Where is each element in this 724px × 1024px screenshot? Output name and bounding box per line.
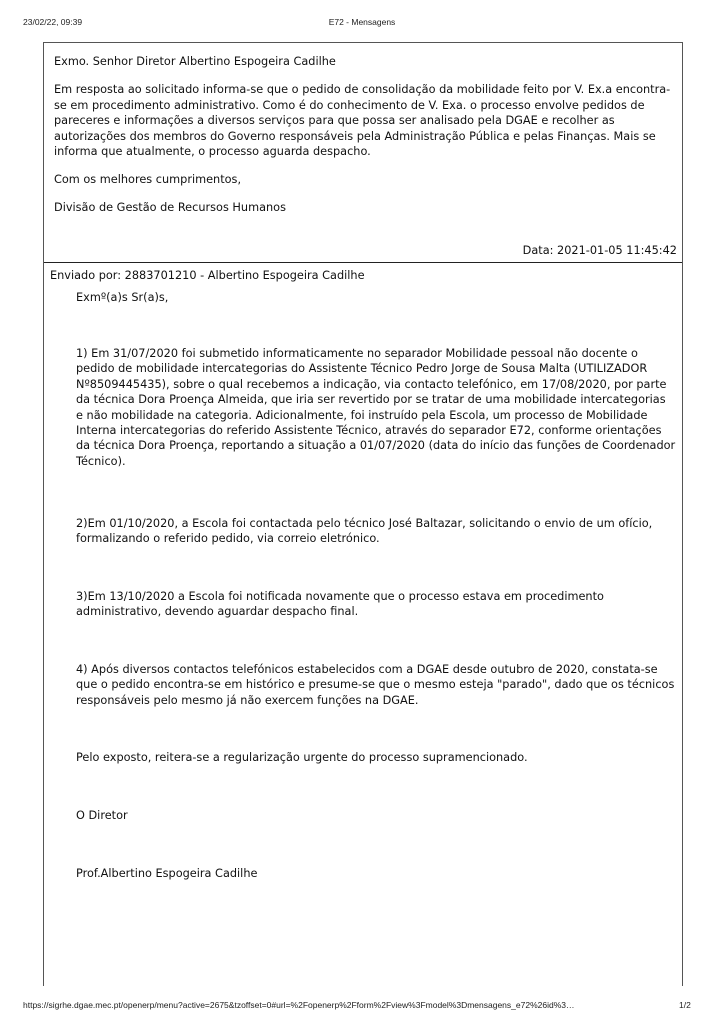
signature-name: Prof.Albertino Espogeira Cadilhe [76,867,258,880]
reply-closing: Com os melhores cumprimentos, [54,173,242,186]
page-number: 1/2 [679,1000,691,1010]
reply-message [44,43,682,263]
reply-division: Divisão de Gestão de Recursos Humanos [54,201,286,214]
signature-role: O Diretor [76,809,128,822]
salutation: Exmº(a)s Sr(a)s, [76,291,169,304]
print-footer [0,1000,724,1012]
point-4: 4) Após diversos contactos telefónicos estabelecidos com a DGAE desde outubro de 2020, constata-se que o pedido encontra-se em histórico e presume-se que o mesmo esteja "parado", dado que os técnicos responsáveis pelo mesmo já não exercem funções na DGAE. [76,663,675,707]
reply-body: Em resposta ao solicitado informa-se que o pedido de consolidação da mobilidade feito por V. Ex.a encontra-se em procedimento administrativo. Como é do conhecimento de V. Exa. o processo envolve pedidos de pareceres e informações a diversos serviços para que possa ser analisado pela DGAE e recolher as autorizações dos membros do Governo responsáveis pela Administração Pública e pelas Finanças. Mais se informa que atualmente, o processo aguarda despacho. [54,83,671,158]
print-datetime: 23/02/22, 09:39 [23,17,83,27]
point-2: 2)Em 01/10/2020, a Escola foi contactada pelo técnico José Baltazar, solicitando o envio de um ofício, formalizando o referido pedido, via correio eletrónico. [76,517,653,546]
reply-greeting: Exmo. Senhor Diretor Albertino Espogeira Cadilhe [54,55,336,68]
sender-line: Enviado por: 2883701210 - Albertino Espogeira Cadilhe [50,269,365,282]
point-1: 1) Em 31/07/2020 foi submetido informaticamente no separador Mobilidade pessoal não docente o pedido de mobilidade intercategorias do Assistente Técnico Pedro Jorge de Sousa Malta (UTILIZADOR Nº8509445435), sobre o qual recebemos a indicação, via contacto telefónico, em 17/08/2020, por parte da técnica Dora Proença Almeida, que iria ser revertido por se tratar de uma mobilidade intercategorias e não mobilidade na categoria. Adicionalmente, foi instruído pela Escola, um processo de Mobilidade Interna intercategorias do referido Assistente Técnico, através do separador E72, conforme orientações da técnica Dora Proença, reportando a situação a 01/07/2020 (data do início das funções de Coordenador Técnico). [76,347,676,468]
print-header [0,17,724,29]
conclusion: Pelo exposto, reitera-se a regularização urgente do processo supramencionado. [76,751,528,764]
message-frame [43,42,683,986]
page-url: https://sigrhe.dgae.mec.pt/openerp/menu?active=2675&tzoffset=0#url=%2Fopenerp%2Fform%2Fview%3Fmodel%3Dmensagens_e72%26id%3… [23,1000,575,1010]
print-title: E72 - Mensagens [328,17,396,27]
point-3: 3)Em 13/10/2020 a Escola foi notificada novamente que o processo estava em procedimento administrativo, devendo aguardar despacho final. [76,590,604,619]
reply-date: Data: 2021-01-05 11:45:42 [522,244,677,257]
